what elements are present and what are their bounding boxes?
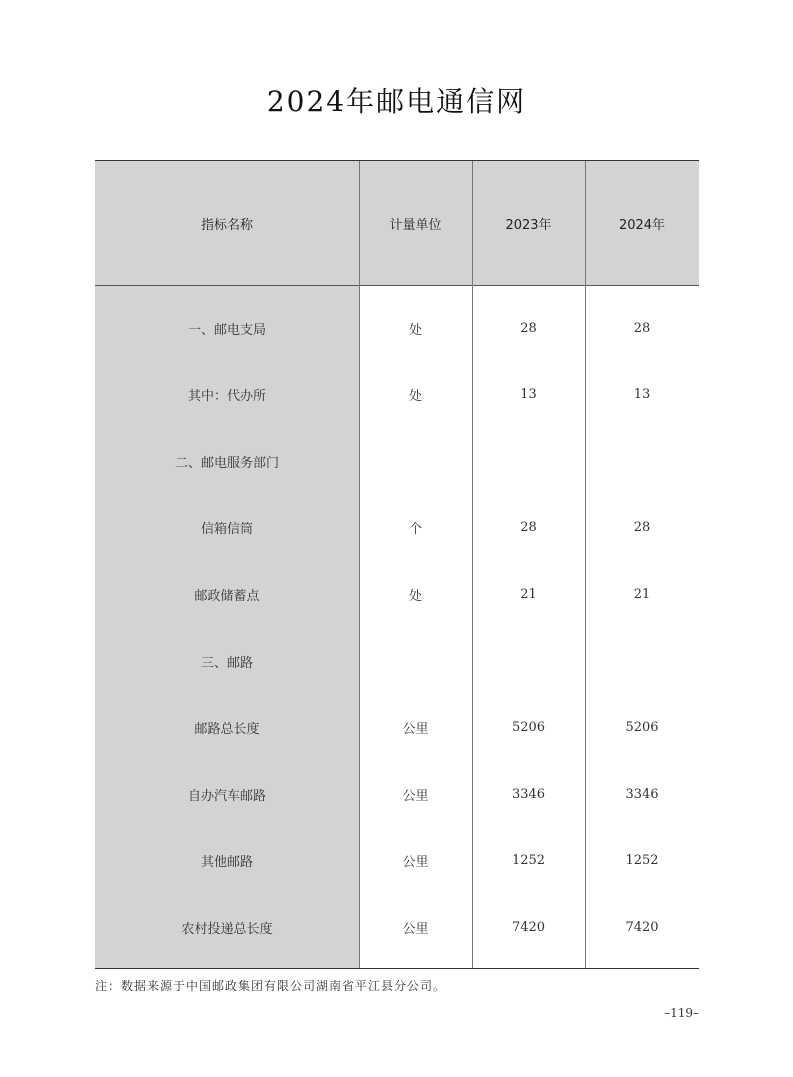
row-value-2023: 1252 (511, 852, 546, 868)
table-row (95, 446, 699, 476)
row-unit: 处 (408, 388, 422, 404)
row-unit: 公里 (402, 854, 429, 870)
row-unit: 处 (408, 588, 422, 604)
row-name: 其他邮路 (200, 854, 253, 870)
row-unit (359, 646, 472, 676)
row-name: 农村投递总长度 (181, 921, 273, 937)
row-unit: 公里 (402, 788, 429, 804)
table-row (95, 379, 699, 409)
row-value-2024 (585, 646, 699, 676)
row-value-2024: 13 (633, 386, 651, 402)
table-row (95, 512, 699, 542)
row-value-2024: 3346 (625, 786, 659, 802)
row-name: 邮政储蓄点 (194, 588, 260, 604)
row-unit (359, 446, 472, 476)
row-value-2023: 28 (520, 320, 537, 336)
row-value-2023: 13 (520, 386, 537, 402)
row-value-2023 (472, 446, 585, 476)
row-unit: 公里 (402, 921, 429, 937)
row-value-2024: 1252 (625, 852, 659, 868)
table-row (95, 845, 699, 875)
row-value-2024: 28 (633, 519, 651, 535)
row-name: 邮路总长度 (194, 721, 260, 737)
row-value-2023: 28 (520, 519, 537, 535)
table-row (95, 579, 699, 609)
row-value-2024: 21 (633, 586, 651, 602)
table-row (95, 646, 699, 676)
row-name: 信箱信筒 (200, 521, 253, 537)
row-unit: 处 (408, 322, 422, 338)
row-name: 三、邮路 (200, 655, 253, 671)
row-value-2023: 3346 (511, 786, 546, 802)
source-note: 注：数据来源于中国邮政集团有限公司湖南省平江县分公司。 (95, 979, 447, 993)
row-unit: 个 (408, 521, 422, 537)
header-2024: 2024年 (618, 217, 666, 233)
data-table (95, 160, 699, 969)
row-name: 其中：代办所 (187, 388, 266, 404)
row-value-2023 (472, 646, 585, 676)
row-value-2024: 5206 (625, 719, 659, 735)
table-row (95, 313, 699, 343)
page-number: –119– (664, 1006, 699, 1020)
header-unit: 计量单位 (389, 217, 442, 233)
header-indicator-name: 指标名称 (200, 217, 253, 233)
row-name: 一、邮电支局 (187, 322, 266, 338)
row-value-2024 (585, 446, 699, 476)
row-value-2024: 28 (633, 320, 651, 336)
row-value-2023: 5206 (511, 719, 546, 735)
table-row (95, 712, 699, 742)
table-row (95, 779, 699, 809)
page-title: 2024年邮电通信网 (266, 85, 527, 118)
row-name: 二、邮电服务部门 (174, 455, 279, 471)
header-2023: 2023年 (505, 217, 552, 233)
row-value-2023: 21 (520, 586, 537, 602)
row-unit: 公里 (402, 721, 429, 737)
table-row (95, 912, 699, 942)
row-value-2024: 7420 (625, 919, 659, 935)
header-divider (95, 285, 699, 286)
row-name: 自办汽车邮路 (187, 788, 266, 804)
row-value-2023: 7420 (511, 919, 546, 935)
